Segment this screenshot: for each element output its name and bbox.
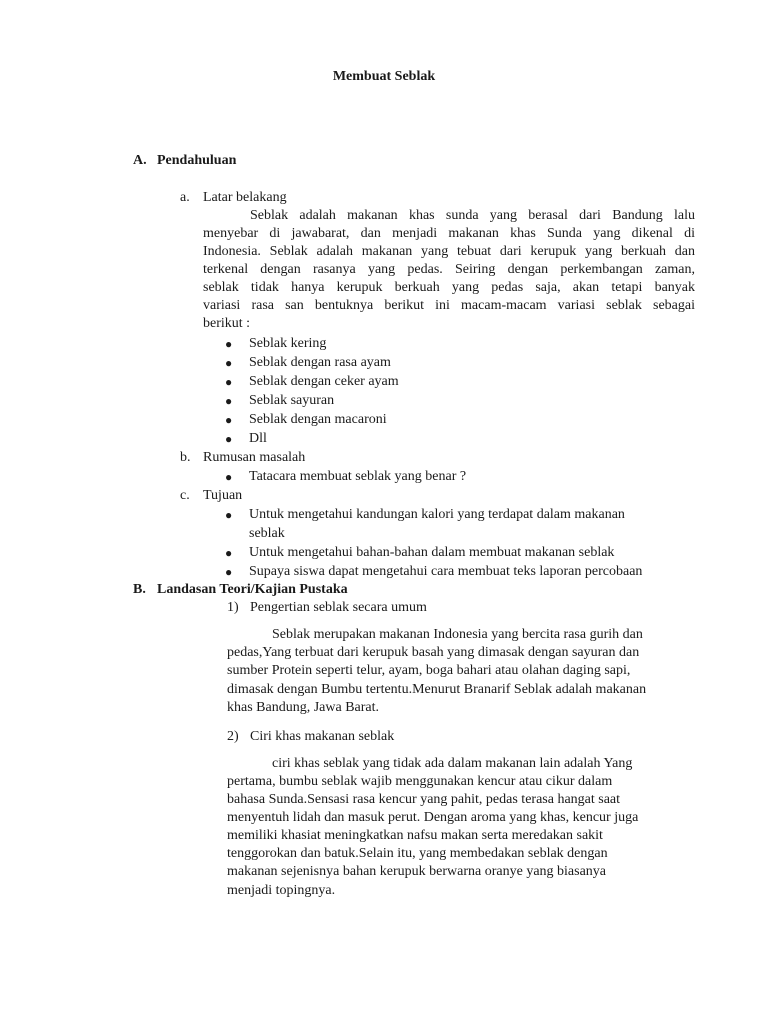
variation-item: Seblak sayuran — [249, 393, 335, 408]
goal-item-line-2: seblak — [249, 526, 285, 541]
characteristic-line-4: menyentuh lidah dan masuk perut. Dengan aroma yang khas, kencur juga — [227, 810, 639, 825]
bullet-icon: ● — [225, 546, 233, 560]
document-title: Membuat Seblak — [332, 69, 436, 84]
definition-line-5: khas Bandung, Jawa Barat. — [227, 700, 380, 715]
characteristic-line-8: menjadi topingnya. — [227, 883, 336, 898]
sub-c-label: Tujuan — [203, 488, 243, 503]
background-line-5: seblak tidak hanya kerupuk berkuah yang pedas saja, akan tetapi banyak — [203, 280, 695, 295]
definition-line-3: sumber Protein seperti telur, ayam, boga bahari atau olahan daging sapi, — [227, 663, 631, 678]
sub-c-marker: c. — [180, 488, 190, 503]
characteristic-line-3: bahasa Sunda.Sensasi rasa kencur yang pahit, pedas terasa hangat saat — [227, 792, 621, 807]
bullet-icon: ● — [225, 508, 233, 522]
item-2-label: Ciri khas makanan seblak — [250, 729, 395, 744]
section-b-heading: Landasan Teori/Kajian Pustaka — [157, 582, 348, 597]
background-line-3: Indonesia. Seblak adalah makanan yang tebuat dari kerupuk yang berkuah dan — [203, 244, 695, 259]
section-a-marker: A. — [133, 153, 147, 168]
bullet-icon: ● — [225, 375, 233, 389]
variation-item: Seblak dengan rasa ayam — [249, 355, 391, 370]
characteristic-line-6: tenggorokan dan batuk.Selain itu, yang membedakan seblak dengan — [227, 846, 608, 861]
definition-line-4: dimasak dengan Bumbu tertentu.Menurut Branarif Seblak adalah makanan — [227, 682, 647, 697]
characteristic-line-5: memiliki khasiat meningkatkan nafsu makan serta meredakan sakit — [227, 828, 603, 843]
bullet-icon: ● — [225, 337, 233, 351]
characteristic-line-7: makanan sejenisnya bahan kerupuk berwarna oranye yang biasanya — [227, 864, 607, 879]
characteristic-line-1: ciri khas seblak yang tidak ada dalam makanan lain adalah Yang — [272, 756, 633, 771]
item-1-marker: 1) — [227, 600, 239, 615]
definition-line-1: Seblak merupakan makanan Indonesia yang bercita rasa gurih dan — [272, 627, 643, 642]
bullet-icon: ● — [225, 394, 233, 408]
bullet-icon: ● — [225, 470, 233, 484]
section-a-heading: Pendahuluan — [157, 153, 237, 168]
item-2-marker: 2) — [227, 729, 239, 744]
variation-item: Seblak kering — [249, 336, 327, 351]
goal-item: Supaya siswa dapat mengetahui cara membuat teks laporan percobaan — [249, 564, 643, 579]
variation-item: Seblak dengan ceker ayam — [249, 374, 399, 389]
goal-item-line-1: Untuk mengetahui kandungan kalori yang terdapat dalam makanan — [249, 507, 625, 522]
bullet-icon: ● — [225, 432, 233, 446]
bullet-icon: ● — [225, 356, 233, 370]
item-1-label: Pengertian seblak secara umum — [250, 600, 427, 615]
section-b-marker: B. — [133, 582, 146, 597]
background-line-4: terkenal dengan rasanya yang pedas. Seiring dengan perkembangan zaman, — [203, 262, 695, 277]
sub-a-label: Latar belakang — [203, 190, 287, 205]
goal-item: Untuk mengetahui bahan-bahan dalam membuat makanan seblak — [249, 545, 615, 560]
bullet-icon: ● — [225, 565, 233, 579]
variation-item: Seblak dengan macaroni — [249, 412, 387, 427]
problem-item: Tatacara membuat seblak yang benar ? — [249, 469, 467, 484]
variation-item: Dll — [249, 431, 267, 446]
sub-b-marker: b. — [180, 450, 191, 465]
background-line-2: menyebar di jawabarat, dan menjadi makanan khas Sunda yang dikenal di — [203, 226, 695, 241]
characteristic-line-2: pertama, bumbu seblak wajib menggunakan kencur atau cikur dalam — [227, 774, 613, 789]
sub-a-marker: a. — [180, 190, 190, 205]
sub-b-label: Rumusan masalah — [203, 450, 306, 465]
definition-line-2: pedas,Yang terbuat dari kerupuk basah yang dimasak dengan sayuran dan — [227, 645, 640, 660]
background-line-6: variasi rasa san bentuknya berikut ini macam-macam variasi seblak sebagai — [203, 298, 695, 313]
background-line-7: berikut : — [203, 316, 251, 331]
background-line-1: Seblak adalah makanan khas sunda yang berasal dari Bandung lalu — [250, 208, 695, 223]
bullet-icon: ● — [225, 413, 233, 427]
